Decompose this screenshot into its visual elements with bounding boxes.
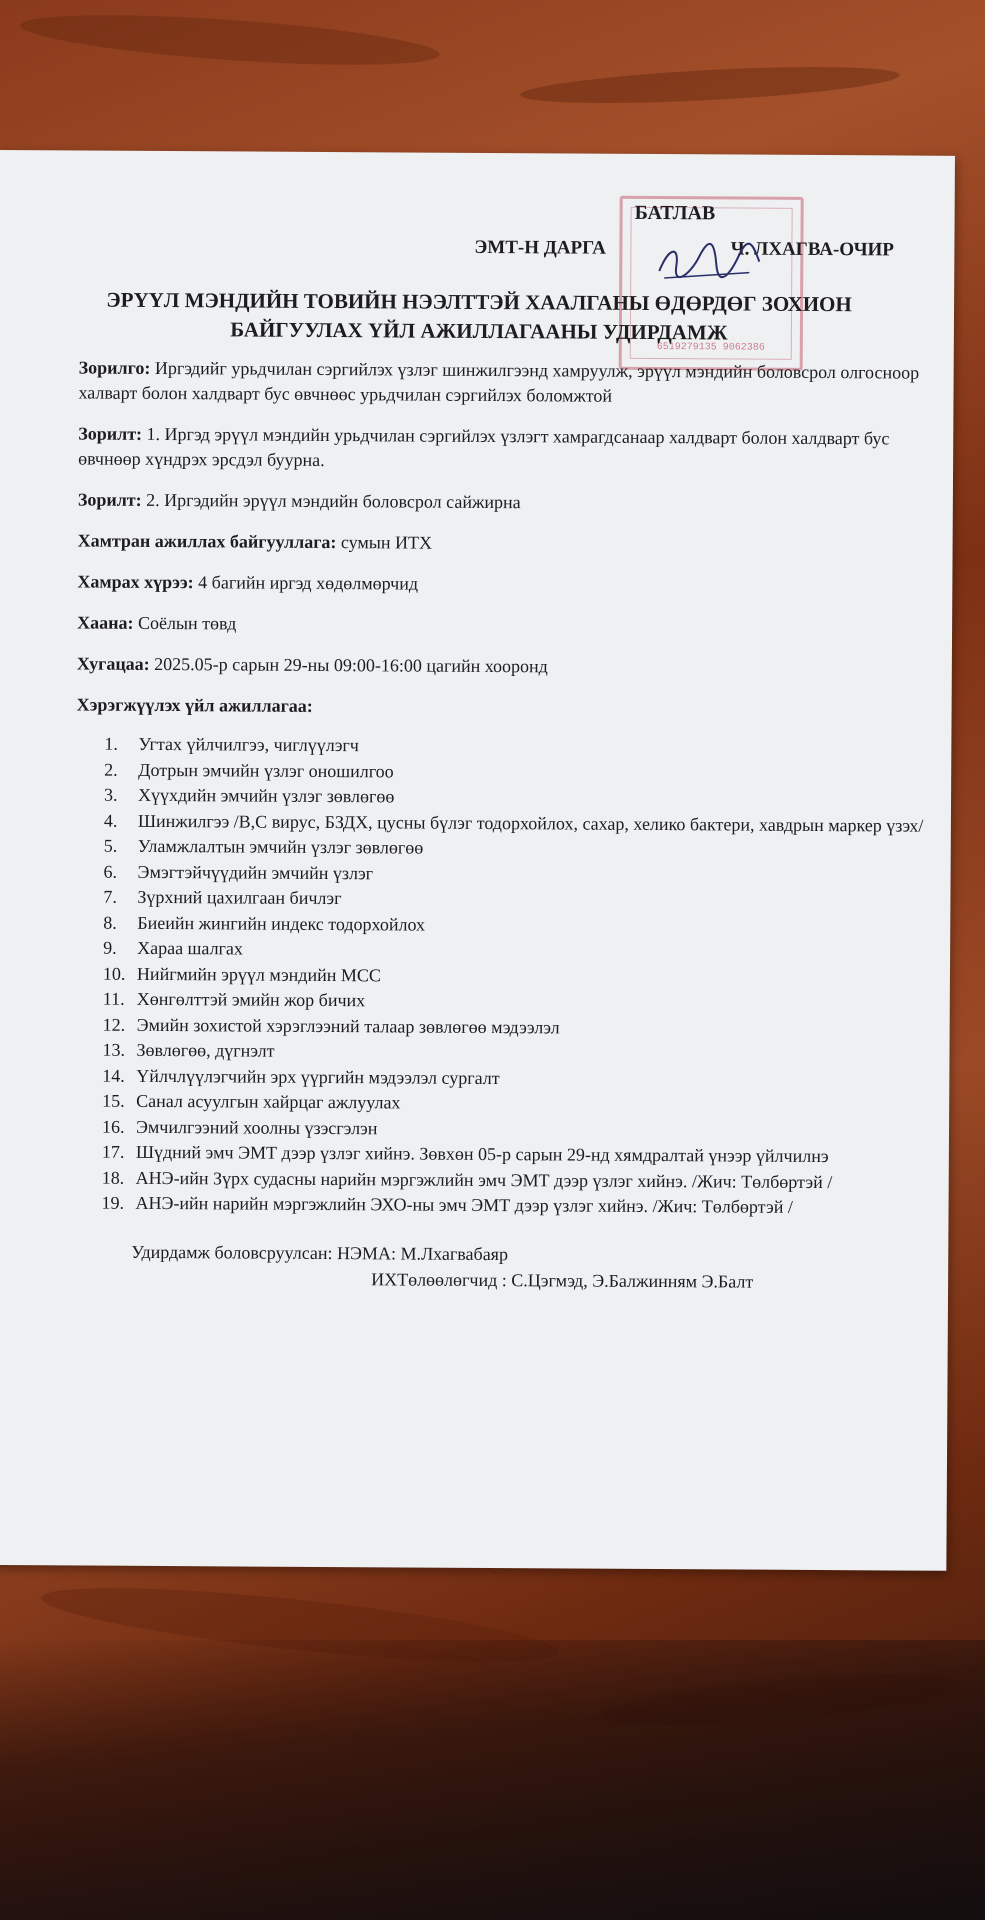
item-text: АНЭ-ийн Зүрх судасны нарийн мэргэжлийн эмч ЭМТ дээр үзлэг хийнэ. /Жич: Төлбөртэй / [135,1167,833,1192]
field-label: Хугацаа: [76,653,150,674]
item-text: Хүүхдийн эмчийн үзлэг зөвлөгөө [138,784,395,807]
approver-name: Ч. ЛХАГВА-ОЧИР [730,238,895,261]
item-number: 6. [103,861,118,882]
field-value: 2. Иргэдийн эрүүл мэндийн боловсрол сайжирна [146,489,521,513]
item-number: 10. [102,963,126,984]
field-objective-2 [78,487,938,517]
item-text: Зөвлөгөө, дүгнэлт [136,1039,275,1061]
document-title [59,285,899,348]
item-number: 18. [101,1167,125,1188]
item-number: 5. [103,835,118,856]
background-shadow [0,1640,985,1920]
field-partner [78,528,938,558]
field-value: 2025.05-р сарын 29-ны 09:00-16:00 цагийн хооронд [154,653,548,677]
field-label: Хаана: [77,612,134,633]
field-value: Иргэдийг урьдчилан сэргийлэх үзлэг шинжилгээнд хамруулж, эрүүл мэндийн боловсрол олгосноор халварт болон халдварт бус өвчнөөс урьдчилан сэргийлэх боломжтой [78,357,920,406]
item-number: 14. [102,1065,125,1086]
list-item [73,1190,933,1221]
item-number: 4. [103,810,118,831]
item-text: Уламжлалтын эмчийн үзлэг зөвлөгөө [137,835,424,858]
field-time [77,651,937,681]
item-number: 11. [102,988,125,1009]
stamp-number: 6519279135 9062386 [656,342,765,354]
field-location [77,610,937,640]
field-label: Зорилго: [78,357,151,378]
field-value: 4 багийн иргэд хөдөлмөрчид [198,572,419,594]
activities-list [73,731,936,1221]
position-title: ЭМТ-Н ДАРГА [474,236,606,259]
item-text: Хөнгөлттэй эмийн жор бичих [136,988,366,1011]
field-goal [78,355,938,410]
field-scope [77,569,937,599]
title-line-2: БАЙГУУЛАХ ҮЙЛ АЖИЛЛАГААНЫ УДИРДАМЖ [230,317,728,345]
item-number: 7. [103,886,118,907]
prepared-by: Удирдамж боловсруулсан: НЭМА: М.Лхагвабаяр [131,1241,509,1264]
item-number: 17. [101,1141,125,1162]
item-text: Шүдний эмч ЭМТ дээр үзлэг хийнэ. Зөвхөн 05-р сарын 29-нд хямдралтай үнээр үйлчилнэ [135,1141,829,1167]
item-text: Шинжилгээ /В,С вирус, БЗДХ, цусны бүлэг тодорхойлох, сахар, хелико бактери, хавдрын маркер үзэх/ [137,810,924,836]
document-footer [73,1238,933,1295]
item-text: Эмчилгээний хоолны үзэсгэлэн [135,1116,378,1138]
item-text: Эмэгтэйчүүдийн эмчийн үзлэг [137,861,374,883]
item-number: 9. [103,937,117,958]
item-text: Дотрын эмчийн үзлэг оношилгоо [138,759,394,781]
item-number: 8. [103,912,117,933]
item-text: Хараа шалгах [137,937,244,959]
item-text: Үйлчлүүлэгчийн эрх үүргийн мэдээлэл сургалт [136,1065,500,1088]
wood-grain [519,60,900,110]
field-label: Зорилт: [77,489,142,510]
approve-label: БАТЛАВ [634,201,716,225]
item-text: Угтах үйлчилгээ, чиглүүлэгч [138,733,359,756]
title-line-1: ЭРҮҮЛ МЭНДИЙН ТОВИЙН НЭЭЛТТЭЙ ХААЛГАНЫ ӨДӨРДӨГ ЗОХИОН [106,287,852,317]
item-number: 2. [104,759,118,780]
item-text: Нийгмийн эрүүл мэндийн МСС [136,963,381,985]
wood-grain [19,5,441,74]
item-number: 19. [101,1192,125,1213]
field-label: Зорилт: [78,423,143,444]
item-number: 16. [101,1116,125,1137]
item-text: Зүрхний цахилгаан бичлэг [137,886,342,909]
document-page [0,150,955,1571]
item-text: Эмийн зохистой хэрэглээний талаар зөвлөгөө мэдээлэл [136,1014,560,1037]
item-number: 12. [102,1014,126,1035]
item-number: 3. [104,784,118,805]
item-number: 13. [102,1039,126,1060]
field-objective-1 [78,421,938,476]
item-text: Санал асуулгын хайрцаг ажлуулах [136,1090,401,1113]
item-number: 15. [102,1090,125,1111]
item-text: АНЭ-ийн нарийн мэргэжлийн ЭХО-ны эмч ЭМТ дээр үзлэг хийнэ. /Жич: Төлбөртэй / [135,1192,793,1217]
field-label: Хамрах хүрээ: [77,571,194,593]
activities-heading [77,692,937,722]
item-number: 1. [104,733,118,754]
document-body [73,355,939,1295]
field-value: Соёлын төвд [137,612,237,634]
field-value: 1. Иргэд эрүүл мэндийн урьдчилан сэргийлэх үзлэгт хамрагдсанаар халдварт болон халдварт бус өвчнөөр хүндрэх эрсдэл буурна. [78,423,890,470]
activities-heading-text: Хэрэгжүүлэх үйл ажиллагаа: [76,694,313,716]
field-value: сумын ИТХ [340,532,433,553]
field-label: Хамтран ажиллах байгууллага: [77,530,337,553]
representatives: ИХТөлөөлөгчид : С.Цэгмэд, Э.Балжинням Э.Балт [371,1268,754,1292]
item-text: Биеийн жингийн индекс тодорхойлох [137,912,426,935]
signature [654,236,764,287]
